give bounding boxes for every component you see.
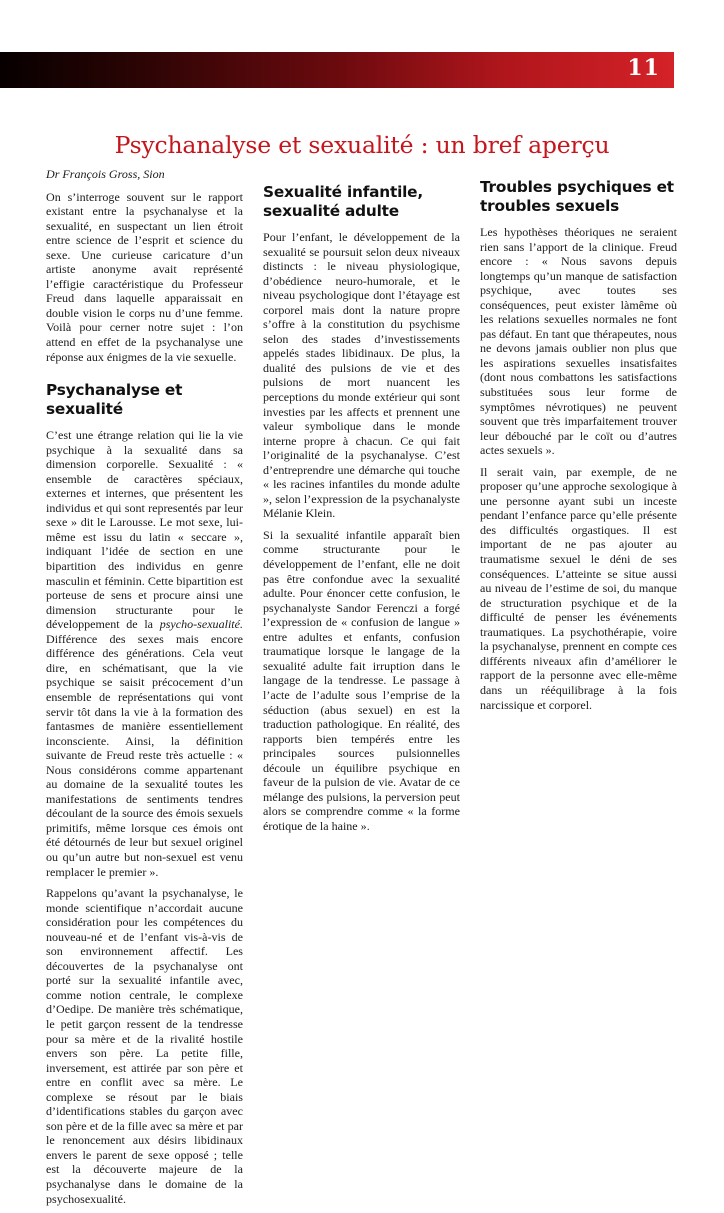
author-byline: Dr François Gross, Sion	[46, 167, 165, 181]
body-paragraph: Il serait vain, par exemple, de ne proposer qu’une approche sexologique à une personne ayant subi un inceste pendant l’enfance parce qu’elle présente des difficultés orgastiques. Il est important de ne pas ajouter au traumatisme sexuel le déni de ses conséquences. L’atteinte se situe aussi au niveau de l’estime de soi, du manque de structuration psychique et de la difficulté de penser les événements traumatiques. La psychothérapie, voire la psychanalyse, prennent en compte ces différents niveaux afin d’améliorer le rapport de la personne avec elle-même dans un rééquilibrage à la fois narcissique et corporel.	[480, 464, 677, 712]
article-title: Psychanalyse et sexualité : un bref aperçu	[114, 131, 610, 159]
body-paragraph-continued: Rappelons qu’avant la psychanalyse, le monde scientifique n’accordait aucune considération pour les compétences du nouveau-né et de l’enfant vis-à-vis de son environnement affectif. Les découvertes de la psychanalyse ont porté sur la sexualité infantile avec, comme notion centrale, le complexe d’Oedipe. De manière très schématique, le petit garçon ressent de la tendresse pour sa mère et de la rivalité hostile envers son père. La petite fille, inversement, est attirée par son père et entre en conflit avec sa mère. Le complexe se résout par le biais d’identifications stables du garçon avec son père et de la fille avec sa mère et par le renoncement aux désirs libidinaux envers le parent de sexe opposé ; telle est la découverte majeure de la psychanalyse dans le domaine de la psychosexualité.	[46, 886, 243, 1206]
body-paragraph: Les hypothèses théoriques ne seraient rien sans l’apport de la clinique. Freud encore : « Nous savons depuis longtemps qu’un manque de satisfaction psychique, avec toutes ses conséquences, peut exister làmême où les relations sexuelles normales ne font pas défaut. En tant que thérapeutes, nous ne devons jamais oublier non plus que les aspirations sexuelles insatisfaites (dont nous combattons les satisfactions substituées sous leur forme de symptômes névrotiques) ne peuvent souvent que très imparfaitement trouver leur débouché par le coït ou d’autres actes sexuels ».	[480, 225, 677, 458]
body-paragraph-continued: Si la sexualité infantile apparaît bien comme structurante pour le développement de l’enfant, elle ne doit pas être confondue avec la sexualité adulte. Pour énoncer cette confusion, le psychanalyste Sandor Ferenczi a forgé l’expression de « confusion de langue » entre adultes et enfants, confusion traumatique lorsque le langage de la sexualité adulte fait irruption dans le langage de la tendresse. Le passage à l’acte de l’adulte sous l’emprise de la séduction (abus sexuel) en est la traduction pathologique. En réalité, des rapports bien tempérés entre les principales sources pulsionnelles découle un équilibre psychique en faveur de la pulsion de vie. Avatar de ce mélange des pulsions, la perversion peut alors se comprendre comme « la forme érotique de la haine ».	[263, 527, 460, 833]
section-heading-psychanalyse-sexualite: Psychanalyse et sexualité	[46, 381, 183, 419]
column-2	[263, 165, 460, 840]
column-3	[480, 165, 677, 719]
column-1	[46, 167, 243, 1213]
paragraph-text: C’est une étrange relation qui lie la vie psychique à la sexualité dans sa dimension corporelle. Sexualité : « ensemble de caractères spéciaux, externes et internes, que présentent les individus et qui sont representés par leur sexe » dit le Larousse. Le mot sexe, lui-même est issu du latin « seccare », indiquant l’idée de section en une bipartition des individus en genre masculin et féminin. Cette bipartition est porteuse de sens et procure ainsi une dimension structurante pour le développement de la	[46, 428, 243, 632]
section-heading-sexualite-infantile: Sexualité infantile, sexualité adulte	[263, 183, 423, 220]
emphasis-text: psycho-sexualité.	[159, 617, 243, 632]
paragraph-text: Différence des sexes mais encore différence des générations. Cela veut dire, en schématisant, que la vie psychique se saisit précocement d’un ensemble de représentations qui vont servir tôt dans la vie à la formation des fantasmes de manière essentiellement inconsciente. Ainsi, la définition suivante de Freud reste très actuelle : « Nous considérons comme appartenant au domaine de la sexualité toutes les manifestations de sentiments tendres découlant de la source des émois sexuels primitifs, même lorsque ces émois ont été détournés de leur but sexuel originel ou qu’un autre but non-sexuel est venu remplacer le premier ».	[46, 631, 243, 879]
body-paragraph: Pour l’enfant, le développement de la sexualité se poursuit selon deux niveaux distincts : le niveau physiologique, d’obédience neuro-humorale, et le niveau psychologique dont l’étayage est corporel mais dont la nature propre s’offre à la constitution du psychisme selon des stades d’investissements appelés stades libidinaux. De plus, la dualité des pulsions de vie et des pulsions de mort nuancent les perceptions du monde extérieur qui sont investies par les affects et prennent une valeur symbolique dans le monde interne propre à chacun. Ce qui fait l’originalité de la psychanalyse. C’est d’entreprendre une démarche qui touche « les racines infantiles du monde adulte », selon l’expression de la psychanalyste Mélanie Klein.	[263, 230, 460, 521]
section-heading-troubles: Troubles psychiques et troubles sexuels	[480, 178, 674, 215]
intro-paragraph: On s’interroge souvent sur le rapport existant entre la psychanalyse et la sexualité, en suspectant un lien étroit entre science de l’esprit et science du sexe. Une curieuse caricature d’un artiste anonyme avait représenté l’effigie caractéristique du Professeur Freud dans laquelle apparaissait en double vision le corps nu d’une femme. Voilà pour cerner notre sujet : l’on attend en effet de la psychanalyse une réponse aux énigmes de la vie sexuelle.	[46, 189, 243, 364]
page-number: 11	[627, 55, 660, 81]
body-paragraph	[46, 428, 243, 879]
header-bar	[0, 52, 674, 88]
